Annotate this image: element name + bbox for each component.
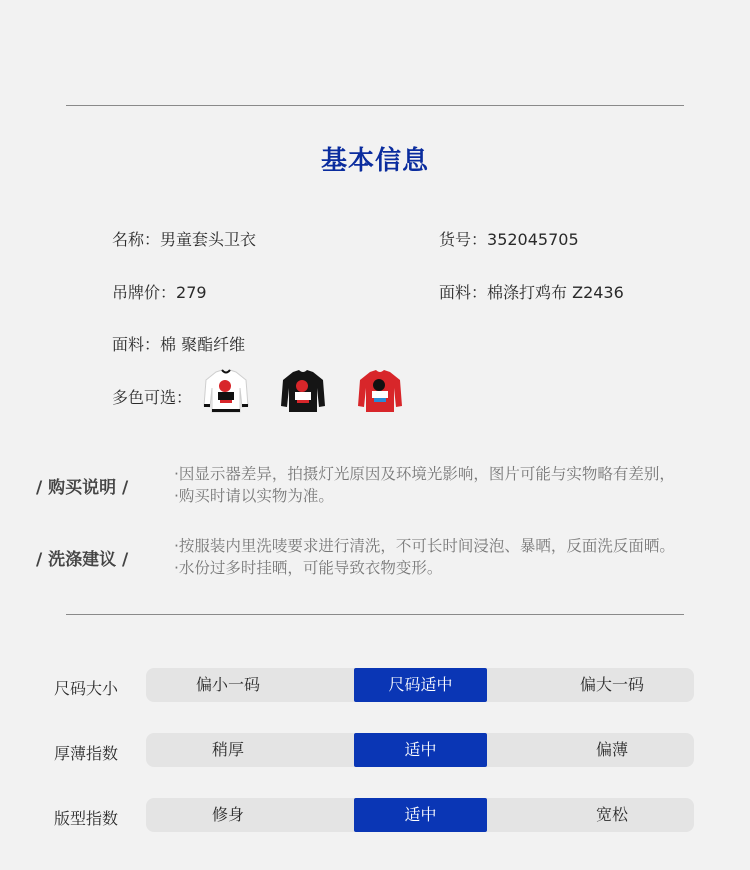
wash-note-line: ·水份过多时挂晒，可能导致衣物变形。 <box>174 559 443 577</box>
sweatshirt-black-icon <box>277 366 329 418</box>
thickness-scale-track <box>146 733 694 767</box>
fit-option-loose: 宽松 <box>595 805 628 824</box>
product-sku-value: 352045705 <box>487 230 579 249</box>
fit-option-slim: 修身 <box>211 805 244 824</box>
size-scale-row <box>0 668 750 704</box>
fit-scale-track <box>146 798 694 832</box>
product-sku-key: 货号： <box>439 230 488 249</box>
thickness-option-thin: 偏薄 <box>595 740 628 759</box>
product-name-key: 名称： <box>112 230 161 249</box>
thickness-option-medium: 适中 <box>354 733 487 767</box>
fabric-type-key: 面料： <box>439 283 488 302</box>
tag-price-value: 279 <box>176 283 207 302</box>
product-sku <box>439 227 579 250</box>
thickness-scale-label: 厚薄指数 <box>54 744 119 763</box>
product-name-value: 男童套头卫衣 <box>160 230 257 249</box>
tag-price-key: 吊牌价： <box>112 283 177 302</box>
colors-label: 多色可选： <box>112 388 193 407</box>
top-divider <box>66 105 684 106</box>
fabric-composition-key: 面料： <box>112 335 161 354</box>
size-option-large: 偏大一码 <box>579 675 644 694</box>
fit-option-regular: 适中 <box>354 798 487 832</box>
fabric-composition <box>112 332 245 355</box>
fit-scale-row <box>0 798 750 834</box>
fabric-type-value: 棉涤打鸡布 Z2436 <box>487 283 624 302</box>
purchase-note-label: / 购买说明 / <box>36 478 129 498</box>
purchase-note-text <box>174 463 675 507</box>
thickness-option-thick: 稍厚 <box>211 740 244 759</box>
wash-note-label: / 洗涤建议 / <box>36 550 129 570</box>
sweatshirt-red-icon <box>354 366 406 418</box>
fit-scale-label: 版型指数 <box>54 809 119 828</box>
fabric-composition-value: 棉 聚酯纤维 <box>160 335 246 354</box>
bottom-divider <box>66 614 684 615</box>
product-name <box>112 227 256 250</box>
tag-price <box>112 280 207 303</box>
size-option-fit: 尺码适中 <box>354 668 487 702</box>
thickness-scale-row <box>0 733 750 769</box>
size-scale-track <box>146 668 694 702</box>
purchase-note-line: ·因显示器差异，拍摄灯光原因及环境光影响，图片可能与实物略有差别， <box>174 465 675 483</box>
color-option-black[interactable] <box>277 366 329 418</box>
color-option-white[interactable] <box>200 366 252 418</box>
size-scale-label: 尺码大小 <box>54 679 119 698</box>
color-swatches <box>200 366 406 418</box>
size-option-small: 偏小一码 <box>195 675 260 694</box>
section-title: 基本信息 <box>320 146 429 176</box>
fabric-type <box>439 280 624 303</box>
color-option-red[interactable] <box>354 366 406 418</box>
wash-note-line: ·按服装内里洗唛要求进行清洗，不可长时间浸泡、暴晒，反面洗反面晒。 <box>174 537 675 555</box>
purchase-note-line: ·购买时请以实物为准。 <box>174 487 334 505</box>
sweatshirt-white-icon <box>200 366 252 418</box>
wash-note-text <box>174 535 675 579</box>
